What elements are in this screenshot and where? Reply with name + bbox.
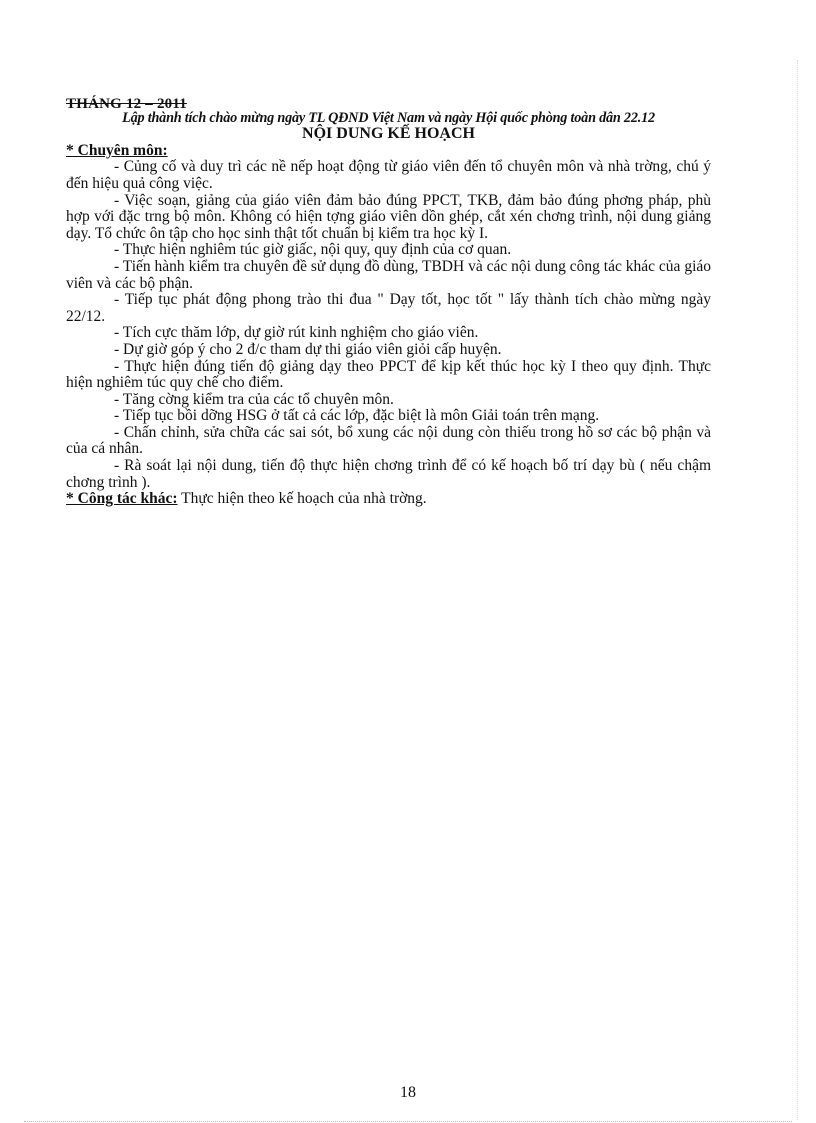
list-item: - Việc soạn, giảng của giáo viên đảm bảo đúng PPCT, TKB, đảm bảo đúng phơng pháp, phù hợp với đặc trng bộ môn. Không có hiện tợng giáo viên dồn ghép, cắt xén chơng trình, nội dung giảng dạy. Tổ chức ôn tập cho học sinh thật tốt chuẩn bị kiểm tra học kỳ I.	[66, 191, 711, 242]
list-item: - Tiếp tục bồi dỡng HSG ở tất cả các lớp, đặc biệt là môn Giải toán trên mạng.	[114, 407, 600, 425]
page-right-border	[797, 60, 798, 1120]
list-item: - Rà soát lại nội dung, tiến độ thực hiện chơng trình để có kế hoạch bố trí dạy bù ( nếu chậm chơng trình ).	[66, 457, 711, 491]
list-item: - Thực hiện đúng tiến độ giảng dạy theo PPCT để kịp kết thúc học kỳ I theo quy định. Thực hiện nghiêm túc quy chế cho điểm.	[66, 357, 711, 392]
list-item: - Thực hiện nghiêm túc giờ giấc, nội quy, quy định của cơ quan.	[114, 241, 512, 259]
list-item: - Tiến hành kiểm tra chuyên đề sử dụng đồ dùng, TBDH và các nội dung công tác khác của giáo viên và các bộ phận.	[66, 257, 711, 292]
document-body	[66, 96, 711, 508]
section-professional-label: * Chuyên môn:	[66, 141, 168, 159]
page-bottom-border	[24, 1121, 792, 1122]
month-heading: THÁNG 12 – 2011	[66, 96, 187, 112]
page-number: 18	[400, 1084, 416, 1101]
section-other	[66, 491, 711, 508]
list-item: - Tăng cờng kiểm tra của các tổ chuyên môn.	[114, 390, 394, 408]
list-item: - Chấn chỉnh, sửa chữa các sai sót, bổ xung các nội dung còn thiếu trong hồ sơ các bộ phận và của cá nhân.	[66, 423, 711, 458]
list-item: - Dự giờ góp ý cho 2 đ/c tham dự thi giáo viên giỏi cấp huyện.	[114, 340, 502, 358]
plan-title: NỘI DUNG KẾ HOẠCH	[302, 125, 475, 143]
section-other-text: Thực hiện theo kế hoạch của nhà trờng.	[177, 490, 427, 508]
list-item: - Củng cố và duy trì các nề nếp hoạt động từ giáo viên đến tổ chuyên môn và nhà trờng, chú ý đến hiệu quả công việc.	[66, 158, 711, 192]
theme-line: Lập thành tích chào mừng ngày TL QĐND Việt Nam và ngày Hội quốc phòng toàn dân 22.12	[122, 109, 655, 126]
list-item: - Tích cực thăm lớp, dự giờ rút kinh nghiệm cho giáo viên.	[114, 324, 479, 342]
list-item: - Tiếp tục phát động phong trào thi đua " Dạy tốt, học tốt " lấy thành tích chào mừng ngày 22/12.	[66, 291, 711, 325]
section-professional-heading	[66, 143, 711, 160]
section-other-label: * Công tác khác:	[66, 490, 178, 508]
